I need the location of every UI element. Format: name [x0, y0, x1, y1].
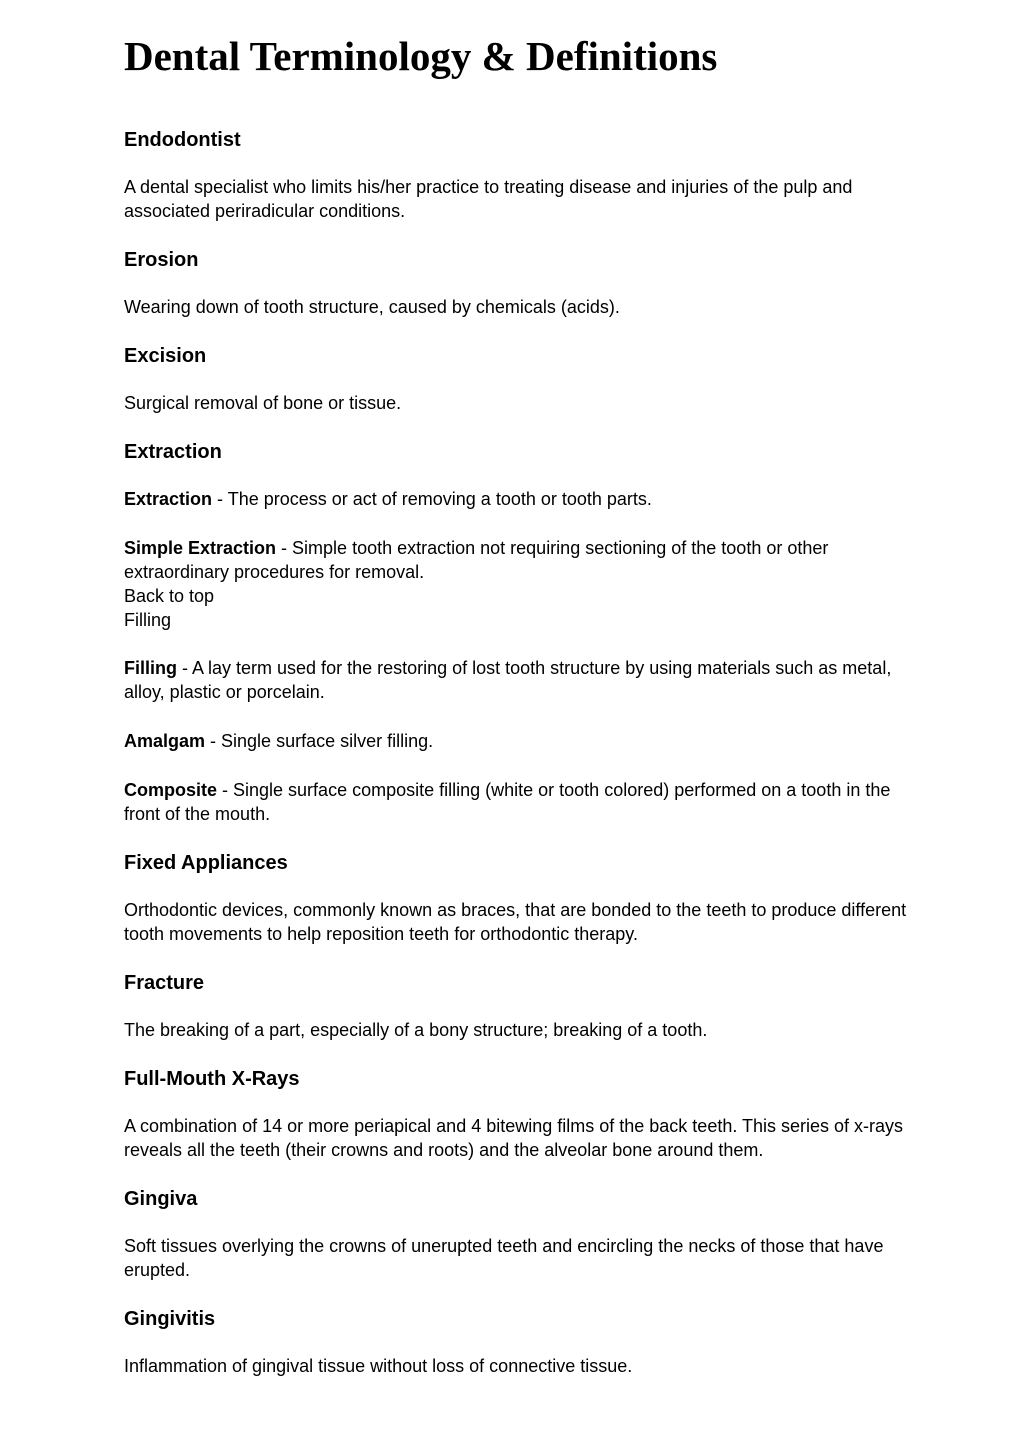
term-fixed-appliances: Fixed Appliances — [124, 852, 288, 874]
subterm-label: Extraction — [124, 489, 213, 509]
definition-fracture: The breaking of a part, especially of a bony structure; breaking of a tooth. — [124, 1020, 708, 1040]
term-gingiva: Gingiva — [124, 1188, 198, 1210]
subterm-label: Simple Extraction — [124, 538, 277, 558]
definition-filling — [124, 656, 914, 704]
subterm-text: - Single surface silver filling. — [205, 731, 434, 751]
definition-amalgam — [124, 729, 914, 753]
definition-excision: Surgical removal of bone or tissue. — [124, 393, 402, 413]
back-to-top-link[interactable]: Back to top — [124, 586, 215, 606]
subterm-text: - A lay term used for the restoring of lost tooth structure by using materials such as metal, alloy, plastic or porcelain. — [124, 658, 892, 702]
subterm-label: Amalgam — [124, 731, 206, 751]
back-to-top-row — [124, 584, 914, 608]
term-excision: Excision — [124, 345, 207, 367]
definition-gingiva: Soft tissues overlying the crowns of unerupted teeth and encircling the necks of those that have erupted. — [124, 1236, 884, 1280]
subterm-text: - Single surface composite filling (white or tooth colored) performed on a tooth in the front of the mouth. — [124, 780, 891, 824]
term-extraction: Extraction — [124, 441, 222, 463]
subterm-label: Filling — [124, 658, 177, 678]
term-fracture: Fracture — [124, 972, 205, 994]
definition-full-mouth-x-rays: A combination of 14 or more periapical and 4 bitewing films of the back teeth. This series of x-rays reveals all the teeth (their crowns and roots) and the alveolar bone around them. — [124, 1116, 904, 1160]
definition-simple-extraction — [124, 536, 914, 584]
definition-composite — [124, 778, 914, 826]
definition-fixed-appliances: Orthodontic devices, commonly known as braces, that are bonded to the teeth to produce different tooth movements to help reposition teeth for orthodontic therapy. — [124, 900, 907, 944]
subterm-text: - The process or act of removing a tooth or tooth parts. — [212, 489, 652, 509]
term-erosion: Erosion — [124, 249, 199, 271]
definition-gingivitis: Inflammation of gingival tissue without loss of connective tissue. — [124, 1356, 633, 1376]
definition-endodontist: A dental specialist who limits his/her practice to treating disease and injuries of the pulp and associated periradicular conditions. — [124, 177, 853, 221]
document-page — [124, 28, 914, 1403]
subterm-label: Composite — [124, 780, 218, 800]
term-gingivitis: Gingivitis — [124, 1308, 216, 1330]
term-full-mouth-x-rays: Full-Mouth X-Rays — [124, 1068, 300, 1090]
section-label-filling: Filling — [124, 610, 172, 630]
definition-extraction — [124, 487, 914, 511]
subterm-text: - Simple tooth extraction not requiring sectioning of the tooth or other extraordinary procedures for removal. — [124, 538, 829, 582]
page-title: Dental Terminology & Definitions — [124, 33, 718, 79]
definition-erosion: Wearing down of tooth structure, caused by chemicals (acids). — [124, 297, 620, 317]
term-endodontist: Endodontist — [124, 129, 241, 151]
